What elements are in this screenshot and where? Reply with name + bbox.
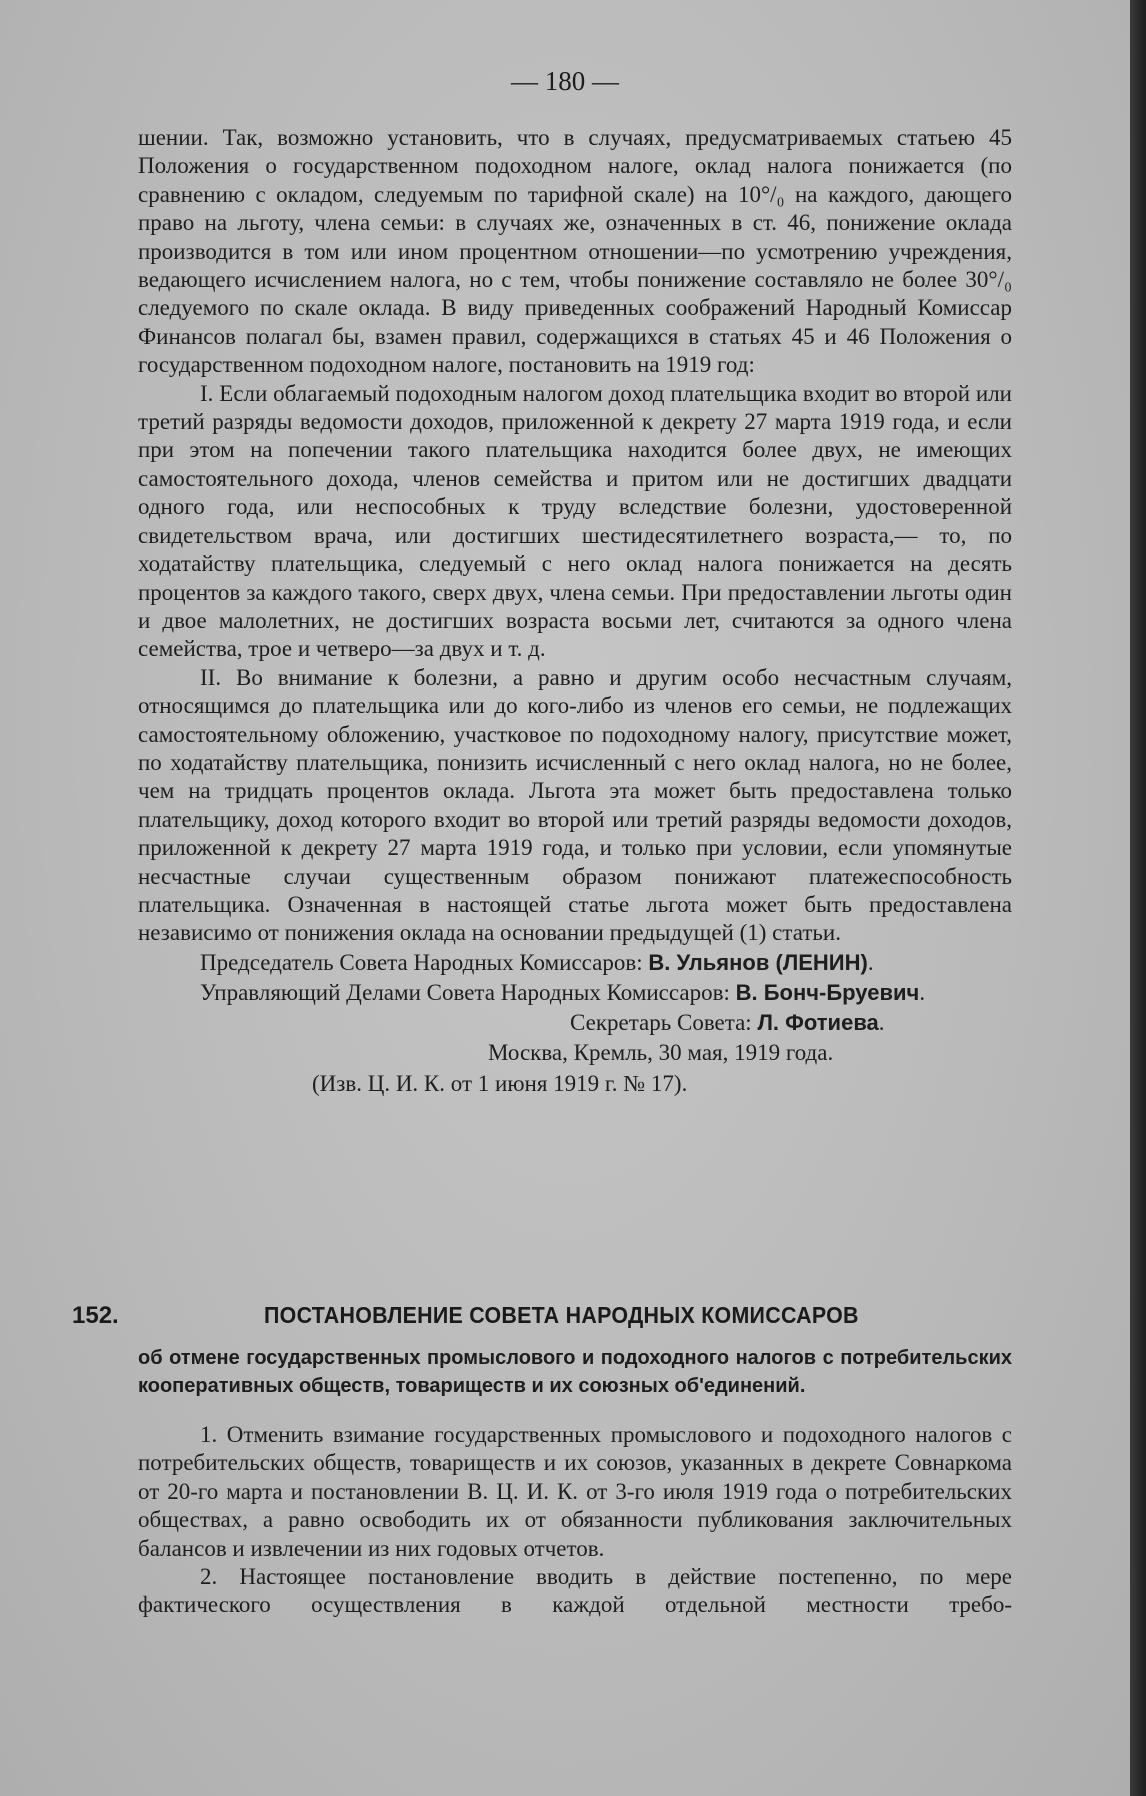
source-citation: (Изв. Ц. И. К. от 1 июня 1919 г. № 17). — [312, 1070, 688, 1096]
signature-secretary-name: Л. Фотиева — [757, 1009, 879, 1035]
signature-secretary-title: Секретарь Совета: — [570, 1009, 758, 1035]
signature-chairman-name: В. Ульянов (ЛЕНИН) — [648, 949, 868, 975]
decree-body — [138, 124, 1012, 1098]
section-paragraph-2: 2. Настоящее постановление вводить в действие постепенно, по мере фактического осуществления в каждой отдельной местности требо- — [138, 1564, 1012, 1618]
place-date: Москва, Кремль, 30 мая, 1919 года. — [488, 1039, 834, 1065]
page-number: — 180 — — [511, 66, 619, 96]
signature-chairman-suffix: . — [867, 949, 874, 975]
signature-manager-suffix: . — [919, 979, 926, 1005]
signature-chairman-title: Председатель Совета Народных Комиссаров: — [200, 949, 649, 975]
signature-manager-name: В. Бонч-Бруевич — [735, 979, 920, 1005]
signature-manager — [138, 978, 1012, 1008]
section-number: 152. — [72, 1302, 119, 1329]
book-edge — [1130, 0, 1146, 1796]
section-header — [72, 1302, 1072, 1336]
paragraph-article-1: I. Если облагаемый подоходным налогом доход плательщика входит во второй или третий разряды ведомости доходов, приложенной к декрету 27 марта 1919 года, и если при этом на попечении такого плательщика находится более двух, не имеющих самостоятельного дохода, членов семейства и притом или не достигших двадцати одного года, или неспособных к труду вследствие болезни, удостоверенной свидетельством врача, или достигших шестидесятилетнего возраста,— то, по ходатайству плательщика, следуемый с него оклад налога понижается на десять процентов за каждого такого, сверх двух, члена семьи. При предоставлении льготы один и двое малолетних, не достигших возраста восьми лет, считаются за одного члена семейства, трое и четверо—за двух и т. д. — [138, 380, 1012, 662]
signature-manager-title: Управляющий Делами Совета Народных Комиссаров: — [200, 979, 736, 1005]
signature-secretary-suffix: . — [878, 1009, 885, 1035]
section-paragraph-1: 1. Отменить взимание государственных промыслового и подоходного налогов с потребительских обществ, товариществ и их союзов, указанных в декрете Совнаркома от 20-го марта и постановлении В. Ц. И. К. от 3-го июля 1919 года о потребительских обществах, а равно освободить их от обязанности публикования заключительных балансов и извлечении из них годовых отчетов. — [138, 1422, 1012, 1561]
paragraph-intro: шении. Так, возможно установить, что в случаях, предусматриваемых статьею 45 Положения о государственном подоходном налоге, оклад налога понижается (по сравнению с окладом, следуемым по тарифной скале) на 10°/₀ на каждого, дающего право на льготу, члена семьи: в случаях же, означенных в ст. 46, понижение оклада производится в том или ином процентном отношении—по усмотрению учреждения, ведающего исчислением налога, но с тем, чтобы понижение составляло не более 30°/₀ следуемого по скале оклада. В виду приведенных соображений Народный Комиссар Финансов полагал бы, взамен правил, содержащихся в статьях 45 и 46 Положения о государственном подоходном налоге, постановить на 1919 год: — [138, 125, 1012, 378]
paragraph-article-2: II. Во внимание к болезни, а равно и другим особо несчастным случаям, относящимся до плательщика или до кого-либо из членов его семьи, не подлежащих самостоятельному обложению, участковое по подоходному налогу, присутствие может, по ходатайству плательщика, понизить исчисленный с него оклад налога, но не более, чем на тридцать процентов оклада. Льгота эта может быть предоставлена только плательщику, доход которого входит во второй или третий разряды ведомости доходов, приложенной к декрету 27 марта 1919 года, и только при условии, если упомянутые несчастные случаи существенным образом понижают платежеспособность плательщика. Означенная в настоящей статье льгота может быть предоставлена независимо от понижения оклада на основании предыдущей (1) статьи. — [138, 664, 1012, 946]
signature-secretary — [138, 1008, 1012, 1038]
signature-chairman — [138, 948, 1012, 978]
section-body — [138, 1421, 1012, 1620]
section-subtitle: об отмене государственных промыслового и подоходного налогов с потребительских кооперативных обществ, товариществ и их союзных об'единений. — [138, 1347, 1012, 1397]
section-title: ПОСТАНОВЛЕНИЕ СОВЕТА НАРОДНЫХ КОМИССАРОВ — [264, 1302, 859, 1328]
